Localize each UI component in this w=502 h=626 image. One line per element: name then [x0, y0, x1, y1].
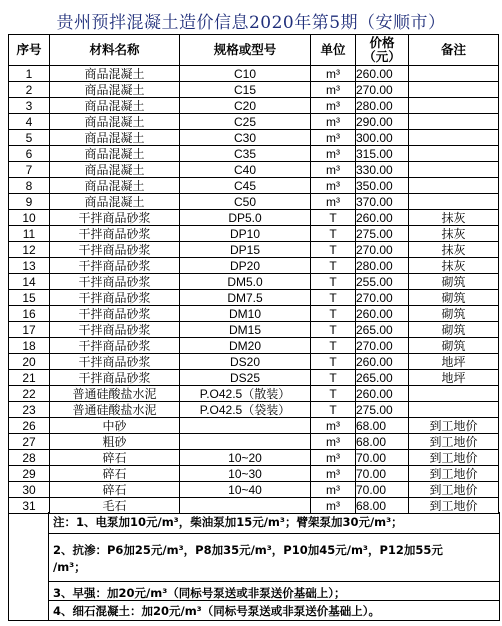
- cell-material-name: 干拌商品砂浆: [50, 338, 180, 354]
- price-table: [8, 34, 499, 514]
- note-separator: [49, 581, 499, 582]
- cell-spec: P.O42.5（散装）: [180, 386, 311, 402]
- cell-unit: m³: [311, 162, 356, 178]
- cell-note: 抹灰: [409, 258, 499, 274]
- cell-unit: T: [311, 274, 356, 290]
- cell-material-name: 商品混凝土: [50, 66, 180, 82]
- cell-price: 255.00: [356, 274, 409, 290]
- cell-unit: T: [311, 370, 356, 386]
- cell-spec: C10: [180, 66, 311, 82]
- note-4: 4、细石混凝土：加20元/m³（同标号泵送或非泵送价基础上）。: [53, 604, 380, 618]
- cell-unit: m³: [311, 450, 356, 466]
- cell-no: 11: [9, 226, 50, 242]
- note-separator: [49, 533, 499, 534]
- cell-spec: P.O42.5（袋装）: [180, 402, 311, 418]
- cell-price: 265.00: [356, 322, 409, 338]
- cell-price: 260.00: [356, 354, 409, 370]
- cell-no: 27: [9, 434, 50, 450]
- cell-no: 17: [9, 322, 50, 338]
- cell-material-name: 普通硅酸盐水泥: [50, 386, 180, 402]
- table-row: [9, 338, 499, 354]
- table-row: [9, 322, 499, 338]
- cell-material-name: 干拌商品砂浆: [50, 306, 180, 322]
- cell-unit: T: [311, 258, 356, 274]
- cell-price: 68.00: [356, 434, 409, 450]
- cell-note: [409, 82, 499, 98]
- cell-no: 22: [9, 386, 50, 402]
- cell-note: [409, 146, 499, 162]
- cell-unit: m³: [311, 482, 356, 498]
- cell-material-name: 商品混凝土: [50, 98, 180, 114]
- cell-spec: [180, 418, 311, 434]
- cell-material-name: 干拌商品砂浆: [50, 226, 180, 242]
- cell-price: 350.00: [356, 178, 409, 194]
- cell-material-name: 干拌商品砂浆: [50, 370, 180, 386]
- cell-note: 到工地价: [409, 466, 499, 482]
- cell-note: 抹灰: [409, 226, 499, 242]
- table-body: [9, 66, 499, 514]
- cell-spec: DM10: [180, 306, 311, 322]
- cell-no: 10: [9, 210, 50, 226]
- cell-unit: T: [311, 322, 356, 338]
- cell-unit: m³: [311, 146, 356, 162]
- cell-unit: m³: [311, 194, 356, 210]
- cell-price: 70.00: [356, 466, 409, 482]
- cell-price: 265.00: [356, 370, 409, 386]
- table-row: [9, 386, 499, 402]
- cell-spec: DP10: [180, 226, 311, 242]
- table-row: [9, 242, 499, 258]
- cell-material-name: 商品混凝土: [50, 130, 180, 146]
- cell-material-name: 干拌商品砂浆: [50, 274, 180, 290]
- cell-price: 260.00: [356, 66, 409, 82]
- cell-note: [409, 114, 499, 130]
- note-1: 注：1、电泵加10元/m³，柴油泵加15元/m³；臂架泵加30元/m³；: [53, 515, 403, 529]
- cell-price: 270.00: [356, 242, 409, 258]
- table-row: [9, 370, 499, 386]
- cell-spec: C25: [180, 114, 311, 130]
- cell-spec: DM5.0: [180, 274, 311, 290]
- cell-note: [409, 66, 499, 82]
- cell-material-name: 干拌商品砂浆: [50, 290, 180, 306]
- notes-left-column: [8, 512, 49, 621]
- cell-no: 31: [9, 498, 50, 514]
- header-price-line2: （元）: [363, 49, 401, 64]
- cell-no: 18: [9, 338, 50, 354]
- cell-no: 12: [9, 242, 50, 258]
- cell-unit: T: [311, 242, 356, 258]
- cell-no: 13: [9, 258, 50, 274]
- table-row: [9, 450, 499, 466]
- cell-material-name: 碎石: [50, 482, 180, 498]
- cell-no: 23: [9, 402, 50, 418]
- cell-no: 29: [9, 466, 50, 482]
- header-price-line1: 价格: [369, 35, 395, 50]
- cell-note: 抹灰: [409, 242, 499, 258]
- cell-no: 3: [9, 98, 50, 114]
- table-row: [9, 466, 499, 482]
- cell-note: 砌筑: [409, 338, 499, 354]
- cell-price: 260.00: [356, 210, 409, 226]
- cell-spec: DP5.0: [180, 210, 311, 226]
- cell-material-name: 碎石: [50, 466, 180, 482]
- cell-material-name: 碎石: [50, 450, 180, 466]
- cell-unit: m³: [311, 466, 356, 482]
- cell-no: 21: [9, 370, 50, 386]
- cell-price: 70.00: [356, 482, 409, 498]
- cell-spec: C40: [180, 162, 311, 178]
- cell-no: 2: [9, 82, 50, 98]
- header-name: 材料名称: [50, 35, 180, 66]
- cell-note: 抹灰: [409, 210, 499, 226]
- cell-spec: DS25: [180, 370, 311, 386]
- table-row: [9, 194, 499, 210]
- table-row: [9, 226, 499, 242]
- cell-no: 6: [9, 146, 50, 162]
- cell-note: 地坪: [409, 370, 499, 386]
- cell-spec: DS20: [180, 354, 311, 370]
- table-row: [9, 418, 499, 434]
- cell-unit: T: [311, 402, 356, 418]
- table-row: [9, 258, 499, 274]
- cell-no: 9: [9, 194, 50, 210]
- header-no: 序号: [9, 35, 50, 66]
- cell-unit: m³: [311, 82, 356, 98]
- note-3: 3、早强：加20元/m³（同标号泵送或非泵送价基础上）；: [53, 586, 346, 600]
- cell-unit: T: [311, 386, 356, 402]
- cell-price: 280.00: [356, 258, 409, 274]
- cell-spec: 10~20: [180, 450, 311, 466]
- cell-unit: T: [311, 210, 356, 226]
- cell-price: 280.00: [356, 98, 409, 114]
- cell-material-name: 干拌商品砂浆: [50, 242, 180, 258]
- table-row: [9, 82, 499, 98]
- cell-price: 290.00: [356, 114, 409, 130]
- cell-material-name: 粗砂: [50, 434, 180, 450]
- cell-material-name: 商品混凝土: [50, 114, 180, 130]
- table-row: [9, 354, 499, 370]
- table-row: [9, 402, 499, 418]
- table-row: [9, 306, 499, 322]
- cell-note: [409, 130, 499, 146]
- cell-price: 270.00: [356, 82, 409, 98]
- cell-no: 4: [9, 114, 50, 130]
- cell-price: 68.00: [356, 418, 409, 434]
- cell-spec: DM7.5: [180, 290, 311, 306]
- cell-price: 270.00: [356, 290, 409, 306]
- cell-unit: m³: [311, 114, 356, 130]
- cell-material-name: 干拌商品砂浆: [50, 354, 180, 370]
- cell-price: 275.00: [356, 226, 409, 242]
- cell-spec: C15: [180, 82, 311, 98]
- header-note: 备注: [409, 35, 499, 66]
- cell-unit: T: [311, 338, 356, 354]
- cell-material-name: 商品混凝土: [50, 146, 180, 162]
- cell-no: 7: [9, 162, 50, 178]
- note-separator: [49, 600, 499, 601]
- cell-material-name: 中砂: [50, 418, 180, 434]
- cell-spec: DP15: [180, 242, 311, 258]
- cell-unit: m³: [311, 98, 356, 114]
- table-header-row: [9, 35, 499, 66]
- cell-no: 15: [9, 290, 50, 306]
- cell-price: 68.00: [356, 498, 409, 514]
- cell-material-name: 商品混凝土: [50, 194, 180, 210]
- table-row: [9, 210, 499, 226]
- cell-material-name: 商品混凝土: [50, 162, 180, 178]
- table-row: [9, 162, 499, 178]
- cell-unit: T: [311, 306, 356, 322]
- table-row: [9, 274, 499, 290]
- cell-spec: [180, 434, 311, 450]
- cell-note: 到工地价: [409, 418, 499, 434]
- table-row: [9, 130, 499, 146]
- cell-no: 14: [9, 274, 50, 290]
- cell-spec: C50: [180, 194, 311, 210]
- cell-material-name: 干拌商品砂浆: [50, 258, 180, 274]
- cell-spec: C30: [180, 130, 311, 146]
- cell-unit: m³: [311, 418, 356, 434]
- cell-material-name: 普通硅酸盐水泥: [50, 402, 180, 418]
- cell-spec: 10~40: [180, 482, 311, 498]
- table-row: [9, 290, 499, 306]
- cell-note: [409, 178, 499, 194]
- cell-price: 260.00: [356, 386, 409, 402]
- cell-note: 到工地价: [409, 450, 499, 466]
- cell-no: 16: [9, 306, 50, 322]
- cell-price: 270.00: [356, 338, 409, 354]
- header-spec: 规格或型号: [180, 35, 311, 66]
- cell-spec: C35: [180, 146, 311, 162]
- cell-unit: T: [311, 354, 356, 370]
- cell-unit: m³: [311, 130, 356, 146]
- cell-note: 到工地价: [409, 434, 499, 450]
- table-row: [9, 98, 499, 114]
- cell-note: [409, 386, 499, 402]
- cell-spec: DP20: [180, 258, 311, 274]
- cell-no: 28: [9, 450, 50, 466]
- table-row: [9, 146, 499, 162]
- cell-spec: 10~30: [180, 466, 311, 482]
- cell-price: 330.00: [356, 162, 409, 178]
- cell-unit: m³: [311, 498, 356, 514]
- cell-no: 30: [9, 482, 50, 498]
- cell-spec: C45: [180, 178, 311, 194]
- cell-material-name: 干拌商品砂浆: [50, 322, 180, 338]
- table-row: [9, 482, 499, 498]
- cell-no: 8: [9, 178, 50, 194]
- cell-note: [409, 194, 499, 210]
- cell-material-name: 干拌商品砂浆: [50, 210, 180, 226]
- cell-spec: C20: [180, 98, 311, 114]
- cell-price: 275.00: [356, 402, 409, 418]
- cell-note: 砌筑: [409, 274, 499, 290]
- cell-unit: m³: [311, 66, 356, 82]
- note-2-line-b: /m³；: [53, 560, 86, 574]
- table-row: [9, 114, 499, 130]
- cell-note: 砌筑: [409, 322, 499, 338]
- page-title: 贵州预拌混凝土造价信息2020年第5期（安顺市）: [56, 13, 446, 33]
- cell-unit: m³: [311, 434, 356, 450]
- table-row: [9, 66, 499, 82]
- header-price: [356, 35, 409, 66]
- cell-material-name: 商品混凝土: [50, 178, 180, 194]
- notes-block: [48, 512, 500, 621]
- cell-spec: DM20: [180, 338, 311, 354]
- note-2-line-a: 2、抗渗：P6加25元/m³，P8加35元/m³，P10加45元/m³，P12加55元: [53, 543, 443, 557]
- cell-spec: DM15: [180, 322, 311, 338]
- cell-material-name: 商品混凝土: [50, 82, 180, 98]
- cell-note: [409, 98, 499, 114]
- table-row: [9, 434, 499, 450]
- cell-unit: T: [311, 290, 356, 306]
- cell-no: 1: [9, 66, 50, 82]
- cell-no: 20: [9, 354, 50, 370]
- cell-price: 315.00: [356, 146, 409, 162]
- cell-price: 70.00: [356, 450, 409, 466]
- header-unit: 单位: [311, 35, 356, 66]
- cell-price: 260.00: [356, 306, 409, 322]
- cell-material-name: 毛石: [50, 498, 180, 514]
- table-row: [9, 178, 499, 194]
- cell-no: 26: [9, 418, 50, 434]
- cell-unit: T: [311, 226, 356, 242]
- cell-note: [409, 402, 499, 418]
- cell-no: 5: [9, 130, 50, 146]
- cell-note: 砌筑: [409, 290, 499, 306]
- cell-note: [409, 162, 499, 178]
- cell-price: 370.00: [356, 194, 409, 210]
- cell-note: 到工地价: [409, 482, 499, 498]
- cell-unit: m³: [311, 178, 356, 194]
- cell-note: 地坪: [409, 354, 499, 370]
- cell-note: 砌筑: [409, 306, 499, 322]
- cell-price: 300.00: [356, 130, 409, 146]
- cell-note: 到工地价: [409, 498, 499, 514]
